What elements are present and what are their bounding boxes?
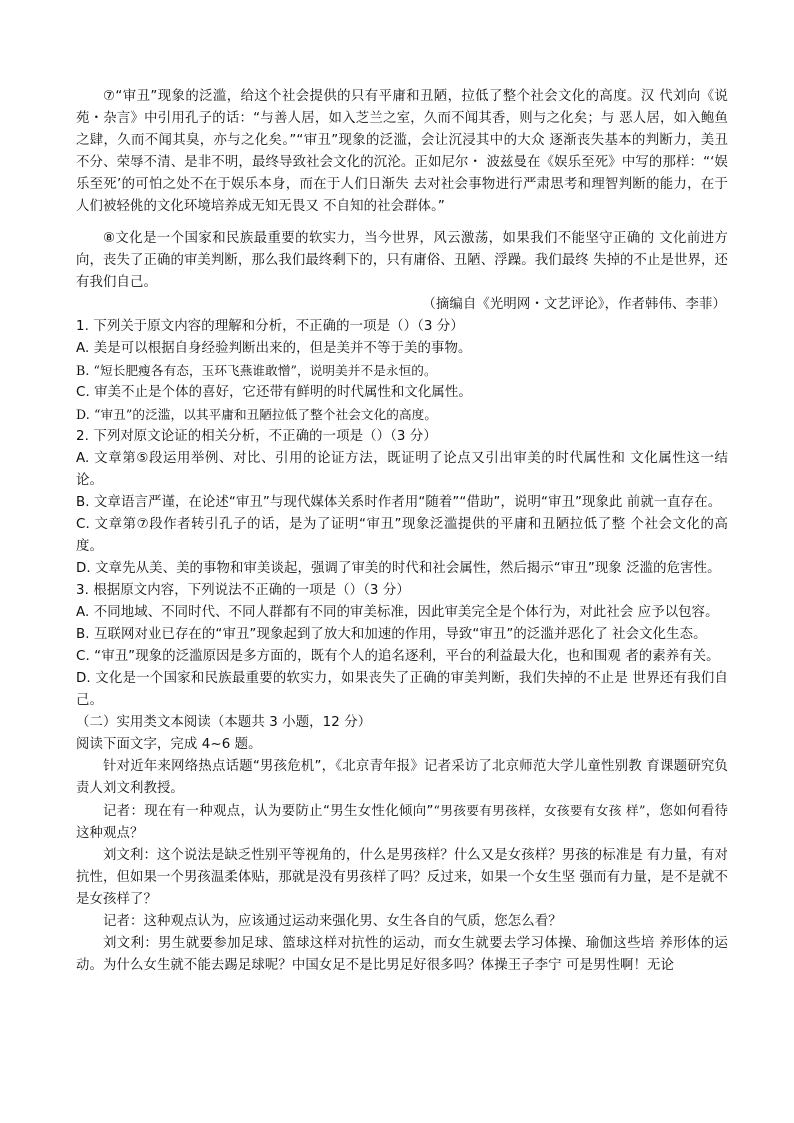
option-a: A. 不同地域、不同时代、不同人群都有不同的审美标准，因此审美完全是个体行为，对此社会 应予以包容。: [76, 605, 719, 620]
reporter-question-1-quote: “男孩要有男孩样，女孩要有女孩 样”: [433, 803, 646, 818]
option-b: B. “短长肥瘦各有态，玉环飞燕谁敢憎”，说明美并不是永恒的。: [76, 363, 437, 378]
option-a: A. 美是可以根据自身经验判断出来的，但是美并不等于美的事物。: [76, 341, 472, 356]
reporter-question-1-suffix: ，您如何看待这种观点？: [76, 804, 729, 841]
reporter-question-2: 记者：这种观点认为，应该通过运动来强化男、女生各自的气质，您怎么看？: [103, 914, 562, 929]
option-c: C. 文章第⑦段作者转引孔子的话，是为了证明“审丑”现象泛滥提供的平庸和丑陋拉低了整 个社会文化的高度。: [76, 517, 728, 554]
paragraph-8: ⑧文化是一个国家和民族最重要的软实力，当今世界，风云激荡，如果我们不能坚守正确的 文化前进方向，丧失了正确的审美判断，那么我们最终剩下的，只有庸俗、丑陋、浮躁。我们最终 失掉的不止是世界，还有我们自己。: [76, 231, 728, 290]
question-stem: 3. 根据原文内容，下列说法不正确的一项是（）（3 分）: [76, 583, 410, 598]
reporter-question-1-prefix: 记者：现在有一种观点，认为要防止“男生女性化倾向”: [103, 804, 434, 819]
option-b: B. 文章语言严谨，在论述“审丑”与现代媒体关系时作者用“随着”“借助”，说明“审丑”现象此 前就一直存在。: [76, 495, 722, 510]
question-2: [76, 426, 728, 580]
option-d: D. 文化是一个国家和民族最重要的软实力，如果丧失了正确的审美判断，我们失掉的不止是 世界还有我们自己。: [76, 671, 728, 708]
question-stem: 2. 下列对原文论证的相关分析，不正确的一项是（）（3 分）: [76, 429, 437, 444]
question-1: [76, 316, 728, 426]
interview-intro: 针对近年来网络热点话题“男孩危机”，《北京青年报》记者采访了北京师范大学儿童性别教 育课题研究负责人刘文利教授。: [76, 759, 728, 796]
reporter-question-1: [76, 800, 728, 845]
option-c: C. 审美不止是个体的喜好，它还带有鲜明的时代属性和文化属性。: [76, 385, 472, 400]
option-c: C. “审丑”现象的泛滥原因是多方面的，既有个人的追名逐利，平台的利益最大化，也和围观 者的素养有关。: [76, 649, 720, 664]
section-instruction: 阅读下面文字，完成 4~6 题。: [76, 737, 262, 752]
paragraph-7: ⑦“审丑”现象的泛滥，给这个社会提供的只有平庸和丑陋，拉低了整个社会文化的高度。汉 代刘向《说苑・杂言》中引用孔子的话：“与善人居，如入芝兰之室，久而不闻其香，则与之化矣；与 恶人居，如入鲍鱼之肆，久而不闻其臭，亦与之化矣。”“审丑”现象的泛滥，会让沉浸其中的大众 逐渐丧失基本的判断力，美丑不分、荣辱不清、是非不明，最终导致社会文化的沉沦。正如尼尔・ 波兹曼在《娱乐至死》中写的那样：“‘娱乐至死’的可怕之处不在于娱乐本身，而在于人们日渐失 去对社会事物进行严肃思考和理智判断的能力，在于人们被轻佻的文化环境培养成无知无畏又 不自知的社会群体。”: [76, 89, 728, 214]
option-d: D. “审丑”的泛滥，以其平庸和丑陋拉低了整个社会文化的高度。: [76, 407, 438, 422]
option-a: A. 文章第⑤段运用举例、对比、引用的论证方法，既证明了论点又引出审美的时代属性和 文化属性这一结论。: [76, 451, 728, 488]
section-heading: （二）实用类文本阅读（本题共 3 小题，12 分）: [76, 715, 372, 730]
source-citation: （摘编自《光明网・文艺评论》，作者韩伟、李菲）: [422, 297, 726, 312]
question-3: [76, 580, 728, 712]
option-d: D. 文章先从美、美的事物和审美谈起，强调了审美的时代和社会属性，然后揭示“审丑”现象 泛滥的危害性。: [76, 561, 721, 576]
document-page: [76, 86, 728, 977]
option-b: B. 互联网对业已存在的“审丑”现象起到了放大和加速的作用，导致“审丑”的泛滥并恶化了 社会文化生态。: [76, 627, 707, 642]
answer-2: 刘文利：男生就要参加足球、篮球这样对抗性的运动，而女生就要去学习体操、瑜伽这些培 养形体的运动。为什么女生就不能去踢足球呢？中国女足不是比男足好很多吗？体操王子李宁 可是男性啊！无论: [76, 936, 728, 973]
answer-1: 刘文利：这个说法是缺乏性别平等视角的，什么是男孩样？什么又是女孩样？男孩的标准是 有力量，有对抗性，但如果一个男孩温柔体贴，那就是没有男孩样了吗？反过来，如果一个女生坚 强而有力量，是不是就不是女孩样了？: [76, 848, 728, 907]
question-stem: 1. 下列关于原文内容的理解和分析，不正确的一项是（）（3 分）: [76, 319, 464, 334]
